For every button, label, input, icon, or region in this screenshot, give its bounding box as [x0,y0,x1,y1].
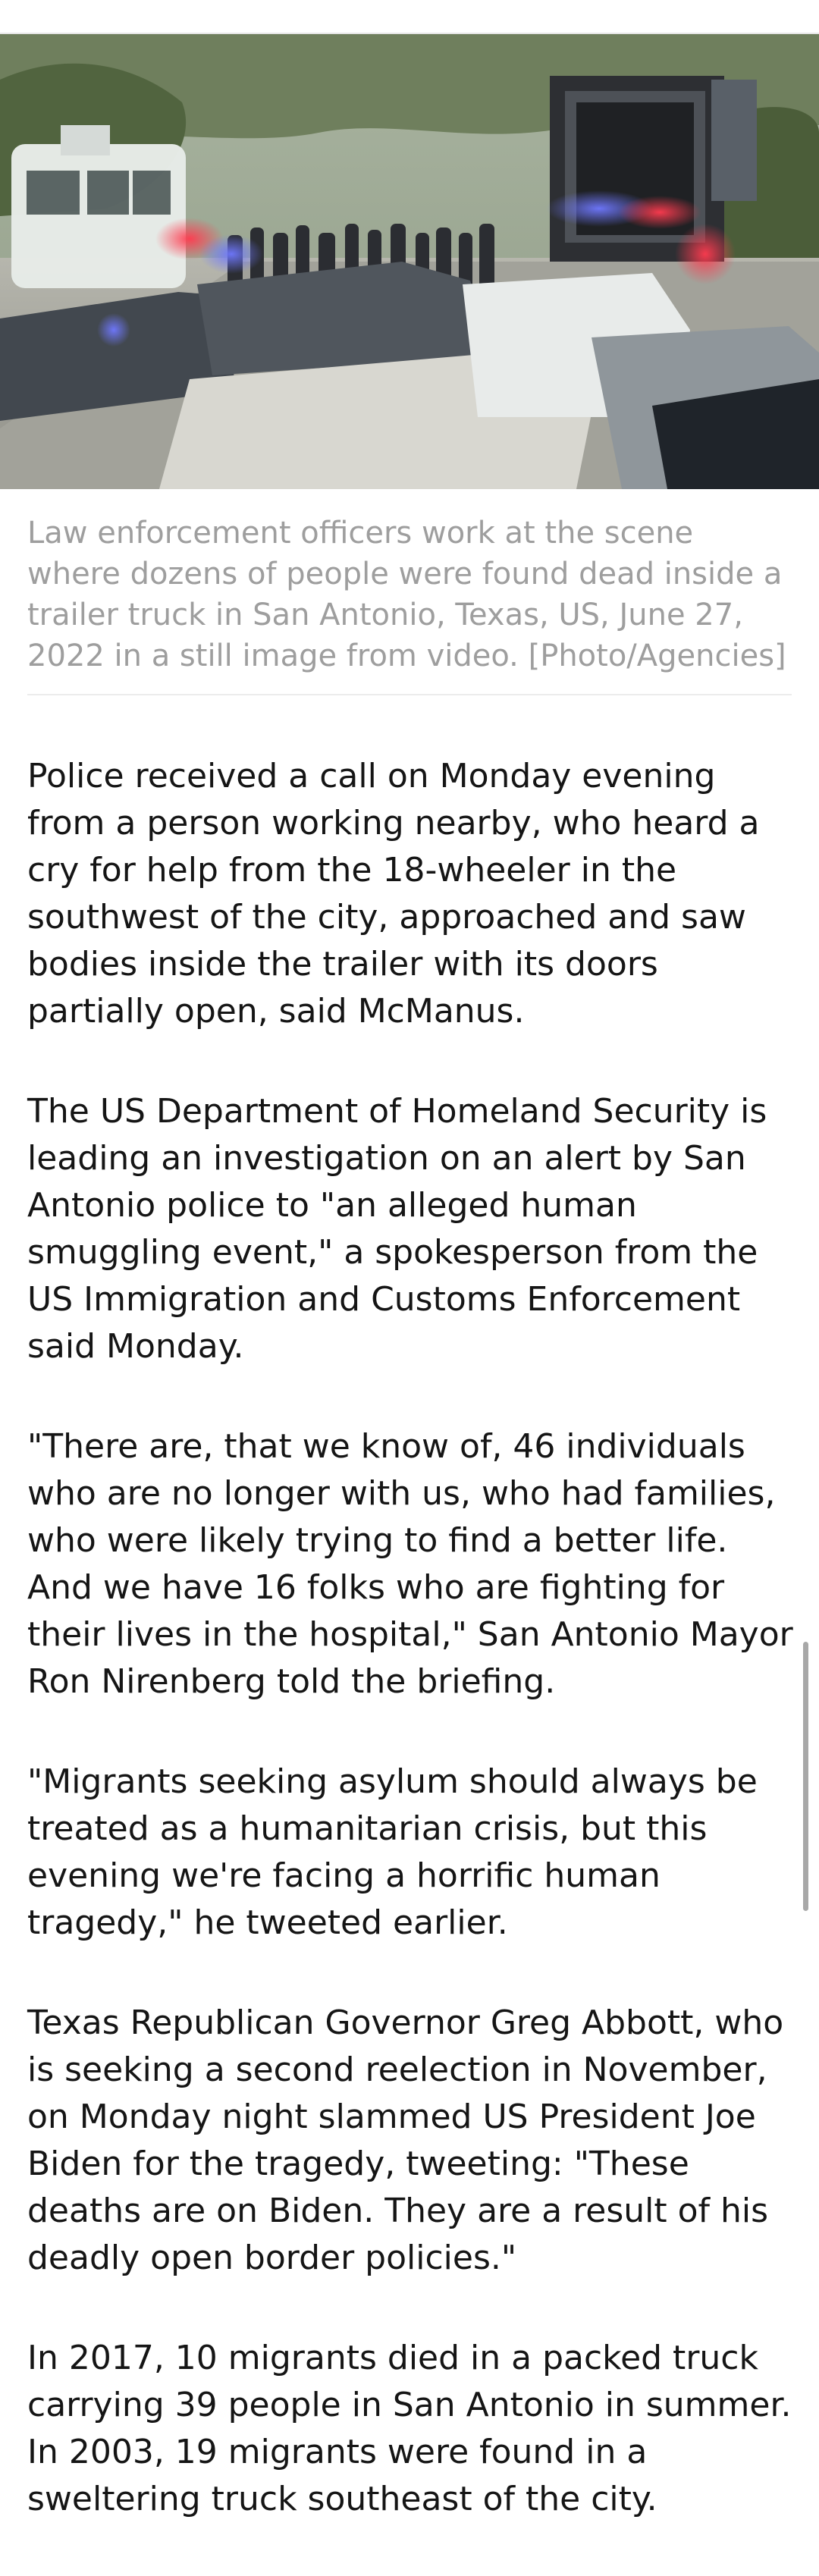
photo-caption: Law enforcement officers work at the scene where dozens of people were found dead inside a trailer truck in San Antonio, Texas, US, June 27, 2022 in a still image from video. [Photo/Agencies] [27,516,786,673]
article-paragraph: In 2017, 10 migrants died in a packed truck carrying 39 people in San Antonio in summer. In 2003, 19 migrants were found in a sweltering truck southeast of the city. [27,2339,792,2518]
caption-divider [27,694,792,695]
article-paragraph: Texas Republican Governor Greg Abbott, who is seeking a second reelection in November, on Monday night slammed US President Joe Biden for the tragedy, tweeting: "These deaths are on Biden. They are a result of his deadly open border policies." [27,2003,784,2277]
article-paragraph: "There are, that we know of, 46 individuals who are no longer with us, who had families, who were likely trying to find a better life. And we have 16 folks who are fighting for their lives in the hospital," San Antonio Mayor Ron Nirenberg told the briefing. [27,1427,793,1701]
article-body [27,753,795,2576]
article-paragraph: Police received a call on Monday evening from a person working nearby, who heard a cry for help from the 18-wheeler in the southwest of the city, approached and saw bodies inside the trailer with its doors partially open, said McManus. [27,757,760,1031]
scene-illustration [0,34,819,489]
article-photo[interactable] [0,34,819,489]
article-paragraph: "Migrants seeking asylum should always be treated as a humanitarian crisis, but this evening we're facing a horrific human tragedy," he tweeted earlier. [27,1762,758,1942]
article-paragraph: The US Department of Homeland Security is leading an investigation on an alert by San Antonio police to "an alleged human smuggling event," a spokesperson from the US Immigration and Customs Enforcement said Monday. [27,1092,767,1366]
scrollbar-thumb[interactable] [803,1642,808,1911]
